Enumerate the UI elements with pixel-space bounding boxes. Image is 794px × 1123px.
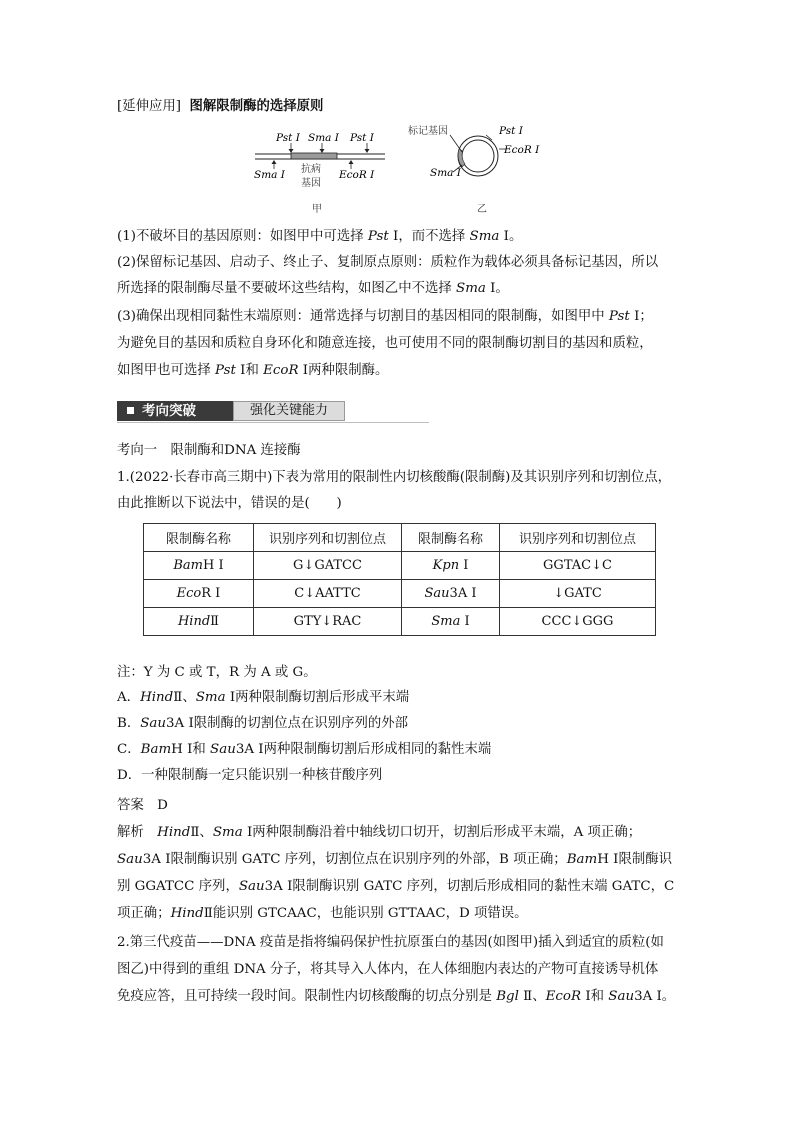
q1-explanation-line-1 — [117, 823, 641, 843]
exp1-text-c: Ⅱ、 — [190, 825, 213, 840]
square-icon — [127, 407, 134, 414]
principle-3-line-3 — [117, 361, 388, 381]
q2-bgl: Bgl — [496, 989, 519, 1004]
option-b-sau: Sau — [140, 716, 167, 731]
q1-explanation-line-2 — [117, 850, 672, 870]
exp3-text-c: 3A Ⅰ限制酶识别 GATC 序列，切割后形成相同的黏性末端 GATC，C — [264, 879, 675, 894]
option-b-text-c: 3A Ⅰ限制酶的切割位点在识别序列的外部 — [166, 716, 409, 731]
disease-resistance-gene — [291, 153, 337, 159]
option-c-text-c: H Ⅰ和 — [171, 742, 211, 757]
principle-2-sma: Sma — [456, 281, 486, 296]
restriction-enzyme-diagram — [250, 125, 550, 220]
label-gene-line1: 抗病 — [301, 164, 321, 175]
plasmid-outer — [458, 136, 498, 176]
q2-line-1: 2.第三代疫苗——DNA 疫苗是指将编码保护性抗原蛋白的基因(如图甲)插入到适宜的质粒(如 — [117, 935, 664, 950]
principle-3-l3-ecor: EcoR — [263, 363, 299, 378]
q1-explanation-line-4 — [117, 904, 528, 924]
section-title: 图解限制酶的选择原则 — [189, 98, 324, 114]
label-sma-bottom: Sma Ⅰ — [254, 169, 285, 181]
enzyme-name — [402, 580, 500, 608]
label-gene-line2: 基因 — [301, 178, 321, 189]
enzyme-name-italic: Bam — [173, 558, 204, 573]
section-heading — [117, 96, 323, 117]
q2-sau: Sau — [608, 989, 635, 1004]
section-tag: [延伸应用] — [117, 99, 182, 114]
sma-arrowhead-top — [320, 149, 325, 153]
exp2-text-b: 3A Ⅰ限制酶识别 GATC 序列，切割位点在识别序列的外部，B 项正确； — [142, 852, 567, 867]
ecor-arrowhead — [349, 160, 354, 164]
marker-leader — [450, 135, 462, 152]
banner-light: 强化关键能力 — [233, 401, 345, 421]
principle-1-sma: Sma — [469, 229, 500, 244]
recognition-site: ↓GATC — [500, 580, 656, 608]
table-row — [144, 608, 656, 636]
banner-underline — [117, 422, 429, 423]
enzyme-name-italic: Sau — [424, 586, 450, 601]
figure-jia — [254, 132, 385, 215]
exp1-sma: Sma — [212, 825, 243, 840]
q2-line-2: 图乙)中得到的重组 DNA 分子，将其导入人体内，在人体细胞内表达的产物可直接诱导机体 — [117, 962, 659, 977]
q1-option-d: D．一种限制酶一定只能识别一种核苷酸序列 — [117, 768, 383, 783]
recognition-site: CCC↓GGG — [500, 608, 656, 636]
label-yi-pst: Pst Ⅰ — [499, 125, 523, 137]
table-row — [144, 552, 656, 580]
recognition-site: GGTAC↓C — [500, 552, 656, 580]
principle-3-l3-text-e: Ⅰ两种限制酶。 — [298, 363, 389, 378]
pst-arrowhead-1 — [289, 149, 294, 153]
enzyme-name — [144, 552, 254, 580]
enzyme-name — [402, 608, 500, 636]
banner-dark-label: 考向突破 — [142, 403, 196, 419]
table-header: 识别序列和切割位点 — [500, 524, 656, 552]
label-pst-1: Pst Ⅰ — [276, 132, 300, 144]
table-header: 识别序列和切割位点 — [254, 524, 402, 552]
principle-3-pst: Pst — [608, 309, 630, 324]
plasmid-inner — [462, 140, 494, 172]
exp2-sau: Sau — [117, 852, 143, 867]
q1-option-c — [117, 740, 491, 760]
enzyme-name-italic: Sma — [431, 614, 461, 629]
enzyme-name-italic: Hind — [177, 614, 211, 629]
enzyme-name — [144, 580, 254, 608]
table-header-row — [144, 524, 656, 552]
caption-jia: 甲 — [312, 204, 322, 215]
principle-1-pst: Pst — [367, 229, 389, 244]
table-row — [144, 580, 656, 608]
enzyme-name — [402, 552, 500, 580]
option-a-hind: Hind — [140, 690, 174, 705]
principle-3-l3-text-a: 如图甲也可选择 — [117, 363, 215, 378]
exp2-bam: Bam — [566, 852, 598, 867]
table-header: 限制酶名称 — [144, 524, 254, 552]
option-a-text-c: Ⅱ、 — [173, 690, 196, 705]
caption-yi: 乙 — [477, 204, 487, 215]
option-c-bam: Bam — [140, 742, 172, 757]
q2-ecor: EcoR — [545, 989, 582, 1004]
recognition-site: GTY↓RAC — [254, 608, 402, 636]
enzyme-name-numeral: Ⅰ — [459, 558, 469, 573]
enzyme-name-numeral: Ⅱ — [210, 614, 220, 629]
pst-arrowhead-2 — [365, 149, 370, 153]
principle-2-text-c: Ⅰ。 — [485, 281, 509, 296]
principle-2-text-a: 所选择的限制酶尽量不要破坏这些结构，如图乙中不选择 — [117, 281, 457, 296]
figure-yi — [408, 125, 540, 215]
q1-option-b — [117, 714, 408, 734]
enzyme-name-numeral: H Ⅰ — [203, 558, 224, 573]
exp1-hind: Hind — [157, 825, 191, 840]
label-sma-top: Sma Ⅰ — [308, 132, 339, 144]
principle-3-text-a: (3)确保出现相同黏性末端原则：通常选择与切割目的基因相同的限制酶，如图甲中 — [117, 309, 609, 324]
table-header: 限制酶名称 — [402, 524, 500, 552]
exp4-hind: Hind — [170, 906, 204, 921]
banner-dark — [117, 401, 233, 421]
principle-3-l3-text-c: Ⅰ和 — [235, 363, 264, 378]
q1-line-2: 由此推断以下说法中，错误的是( ) — [117, 496, 342, 511]
option-c-sau: Sau — [210, 742, 236, 757]
enzyme-table — [143, 523, 656, 636]
option-a-letter: A． — [117, 690, 141, 705]
principle-1-text-a: (1)不破坏目的基因原则：如图甲中可选择 — [117, 229, 368, 244]
principle-1-text-c: Ⅰ，而不选择 — [388, 229, 470, 244]
option-b-letter: B． — [117, 716, 141, 731]
q2-text-a: 免疫应答，且可持续一段时间。限制性内切核酸酶的切点分别是 — [117, 989, 497, 1004]
option-a-text-e: Ⅰ两种限制酶切割后形成平末端 — [225, 690, 410, 705]
q2-line-3 — [117, 987, 675, 1007]
principle-3-l3-pst: Pst — [215, 363, 236, 378]
enzyme-name-italic: Eco — [176, 586, 202, 601]
enzyme-name-italic: Kpn — [432, 558, 460, 573]
option-c-letter: C． — [117, 742, 141, 757]
enzyme-name — [144, 608, 254, 636]
q1-line-1: 1.(2022·长春市高三期中)下表为常用的限制性内切核酸酶(限制酶)及其识别序列和切割位点， — [117, 470, 672, 485]
option-c-text-e: 3A Ⅰ两种限制酶切割后形成相同的黏性末端 — [235, 742, 492, 757]
recognition-site: G↓GATCC — [254, 552, 402, 580]
principle-1 — [117, 227, 522, 247]
principle-3-line-1 — [117, 307, 653, 327]
principle-2-line-2 — [117, 279, 509, 299]
label-pst-2: Pst Ⅰ — [350, 132, 374, 144]
exp3-text-a: 别 GGATCC 序列， — [117, 879, 239, 894]
enzyme-name-numeral: 3A Ⅰ — [449, 586, 477, 601]
q1-explanation-line-3 — [117, 877, 674, 897]
label-marker-gene: 标记基因 — [408, 126, 448, 137]
label-yi-ecor: EcoR Ⅰ — [504, 144, 540, 156]
q1-answer: 答案 D — [117, 798, 168, 813]
q2-text-g: 3A Ⅰ。 — [634, 989, 676, 1004]
exp4-text-a: 项正确； — [117, 906, 171, 921]
q1-note: 注：Y 为 C 或 T，R 为 A 或 G。 — [117, 665, 317, 680]
sma-arrowhead-bottom — [272, 160, 277, 164]
recognition-site: C↓AATTC — [254, 580, 402, 608]
exp3-sau: Sau — [238, 879, 265, 894]
label-ecor: EcoR Ⅰ — [339, 169, 375, 181]
option-a-sma: Sma — [195, 690, 226, 705]
exp4-text-c: Ⅱ能识别 GTCAAC，也能识别 GTTAAC，D 项错误。 — [203, 906, 528, 921]
principle-3-text-c: Ⅰ； — [629, 309, 653, 324]
principle-3-line-2: 为避免目的基因和质粒自身环化和随意连接，也可使用不同的限制酶切割目的基因和质粒， — [117, 336, 653, 351]
topic-heading: 考向一 限制酶和DNA 连接酶 — [117, 443, 301, 458]
q2-text-c: Ⅱ、 — [518, 989, 546, 1004]
principle-2-line-1: (2)保留标记基因、启动子、终止子、复制原点原则：质粒作为载体必须具备标记基因，所以 — [117, 255, 659, 270]
exp2-text-d: H Ⅰ限制酶识 — [597, 852, 673, 867]
enzyme-name-numeral: Ⅰ — [460, 614, 470, 629]
q1-option-a — [117, 688, 409, 708]
label-yi-sma: Sma Ⅰ — [430, 167, 461, 179]
principle-1-text-e: Ⅰ。 — [499, 229, 523, 244]
enzyme-name-numeral: R Ⅰ — [201, 586, 221, 601]
q2-text-e: Ⅰ和 — [581, 989, 609, 1004]
section-banner — [117, 398, 429, 424]
exp1-text-a: 解析 — [117, 825, 158, 840]
exp1-text-e: Ⅰ两种限制酶沿着中轴线切口切开，切割后形成平末端，A 项正确； — [242, 825, 642, 840]
